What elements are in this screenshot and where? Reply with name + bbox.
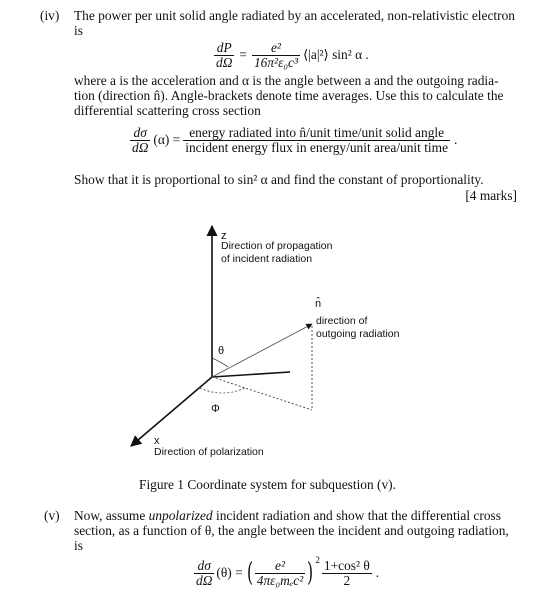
part-iv-intro-line2: is [74, 23, 83, 38]
theta-label: θ [218, 345, 225, 357]
n-hat-vector [212, 324, 312, 377]
part-v-line1-emphasis: unpolarized [148, 508, 213, 523]
eq2-rhs-num: energy radiated into n̂/unit time/unit solid angle [183, 126, 450, 141]
eq1-rhs-den: 16π²ε₀c³ [253, 54, 298, 70]
eq3-tail: . [375, 565, 380, 580]
phi-arc [200, 388, 245, 393]
part-v-line1 [74, 508, 501, 523]
eq2-lhs-den: dΩ [132, 139, 149, 155]
eq1-lhs-num: dP [214, 41, 234, 56]
eq3-inner-fraction [255, 559, 305, 588]
part-iv-where-line2: tion (direction n̂). Angle-brackets denote time averages. Use this to calculate the [74, 88, 504, 103]
part-iv-intro-line1: The power per unit solid angle radiated by an accelerated, non-relativistic electron [74, 8, 515, 23]
part-v-line2: section, as a function of θ, the angle between the incident and outgoing radiation, [74, 523, 509, 538]
eq3-right-den: 2 [343, 572, 351, 588]
y-axis [212, 372, 290, 377]
eq3-lhs-fraction [194, 559, 214, 588]
eq3-right-fraction [322, 559, 372, 588]
x-axis [131, 377, 212, 446]
part-v-label: (v) [44, 508, 60, 523]
eq1-lhs-den: dΩ [216, 54, 233, 70]
part-v-line3: is [74, 538, 83, 553]
part-iv-marks: [4 marks] [465, 188, 517, 203]
theta-arc [212, 358, 228, 367]
part-iv-show-line: Show that it is proportional to sin² α and find the constant of proportionality. [74, 172, 484, 187]
eq2-tail: . [454, 132, 458, 147]
part-v-line1-a: Now, assume [74, 508, 149, 523]
z-desc-line2: of incident radiation [221, 253, 313, 265]
eq3-inner-den: 4πε₀mₑc² [256, 572, 304, 588]
part-iv-where-line1: where a is the acceleration and α is the angle between a and the outgoing radia- [74, 73, 499, 88]
n-hat-label: n̂ [315, 298, 322, 310]
part-v-line1-b: incident radiation and show that the differential cross [212, 508, 501, 523]
eq3-arg: (θ) = [216, 565, 243, 580]
projection-base-line [212, 377, 312, 410]
z-desc-line1: Direction of propagation [221, 240, 333, 252]
eq3-lhs-num: dσ [194, 559, 214, 574]
eq3-right-num: 1+cos² θ [323, 557, 370, 573]
equation-unpolarized [194, 553, 379, 593]
eq3-open-paren: ( [246, 558, 253, 588]
n-desc-line1: direction of [316, 315, 368, 327]
x-label: x [154, 435, 160, 447]
n-desc-line2: outgoing radiation [316, 328, 400, 340]
z-label: z [221, 230, 227, 242]
eq1-equals: = [239, 47, 247, 62]
eq1-rhs-num: e² [252, 41, 300, 56]
eq2-lhs-num: dσ [130, 126, 150, 141]
x-desc: Direction of polarization [154, 446, 264, 458]
eq2-arg: (α) = [153, 132, 181, 147]
figure-caption: Figure 1 Coordinate system for subquestion (v). [139, 477, 396, 492]
eq2-rhs-den: incident energy flux in energy/unit area/unit time [185, 139, 449, 155]
part-iv-where-line3: differential scattering cross section [74, 103, 261, 118]
eq3-close-paren: ) [307, 558, 314, 588]
eq3-power: 2 [315, 555, 320, 565]
eq3-inner-num: e² [255, 559, 305, 574]
eq3-lhs-den: dΩ [196, 572, 213, 588]
eq1-tail: ⟨|a|²⟩ sin² α . [302, 47, 369, 62]
phi-label: Φ [211, 403, 220, 415]
part-iv-label: (iv) [40, 8, 60, 23]
